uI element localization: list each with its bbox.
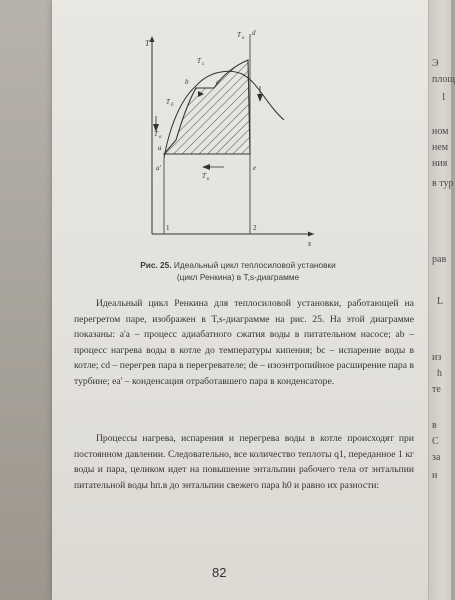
t-axis-arrow (150, 36, 155, 42)
ea-arrow (202, 164, 210, 170)
label-t-s: T (197, 57, 201, 65)
adjacent-text: н (432, 470, 438, 481)
ts-diagram (142, 24, 322, 256)
cycle-area (164, 60, 250, 154)
label-t-k-sub: к (207, 177, 210, 182)
s-axis-arrow (308, 232, 314, 237)
adjacent-text: 1 (441, 92, 446, 103)
adjacent-text: С (432, 436, 439, 447)
caption-line-2: (цикл Ренкина) в T,s-диаграмме (176, 272, 300, 282)
adjacent-text: Э (432, 58, 439, 69)
label-t-a-sub: a (159, 135, 162, 140)
label-d: d (252, 29, 256, 37)
body-text-2 (74, 431, 414, 493)
page-number: 82 (212, 565, 227, 580)
label-t-b: T (166, 98, 170, 106)
body-text-1 (74, 296, 414, 389)
paragraph-2: Процессы нагрева, испарения и перегрева воды в котле происходят при постоянном давлении. Следовательно, все количество теплоты q1, переданное 1 кг воды и пара, целиком идет на повышение энтальпии рабочего тела от энтальпии питательной воды hп.в до энтальпии свежего пара h0 и равно их разности: (74, 433, 414, 491)
label-t-b-sub: б (171, 103, 174, 108)
adjacent-text: площ (432, 74, 455, 85)
adjacent-text: L (437, 296, 444, 307)
adjacent-text: рав (432, 254, 447, 265)
figure-label: Рис. 25. (140, 260, 172, 270)
adjacent-text: h (437, 368, 442, 379)
adjacent-page (428, 0, 455, 600)
caption-line-1: Идеальный цикл теплосиловой установки (173, 260, 336, 270)
adjacent-text: ном (432, 126, 449, 137)
adjacent-text: в (432, 420, 437, 431)
adjacent-text: те (432, 384, 441, 395)
label-t-a: T (154, 130, 158, 138)
label-b: b (185, 78, 189, 86)
adjacent-text: ния (432, 158, 448, 169)
label-a: a (158, 144, 162, 152)
label-1: 1 (166, 224, 170, 232)
paragraph-1: Идеальный цикл Ренкина для теплосиловой установки, работающей на перегретом паре, изображен в T,s-диаграмме на рис. 25. На этой диаграмме показаны: a'a – процесс адиабатного сжатия воды в питательном насосе; ab – процесс нагрева воды в котле до температуры кипения; bc – испарение воды в котле; cd – перегрев пара в перегревателе; de – изоэнтропийное расширение пара в турбине; ea' – конденсация отработавшего пара в конденсаторе. (74, 298, 414, 387)
label-t-k: T (202, 172, 206, 180)
adjacent-text: нем (432, 142, 449, 153)
adjacent-text: в тур (432, 178, 454, 189)
adjacent-text: за (432, 452, 441, 463)
label-e: e (253, 164, 257, 172)
label-t-top: T (237, 31, 241, 39)
figure-caption (98, 259, 378, 283)
t-axis-label: T (145, 39, 150, 48)
label-2: 2 (253, 224, 257, 232)
label-a-prime: a' (156, 164, 161, 172)
adjacent-text: из (432, 352, 442, 363)
label-t-top-sub: п (242, 36, 245, 41)
label-c: c (216, 78, 220, 86)
s-axis-label: s (308, 239, 312, 248)
label-t-s-sub: s (202, 62, 204, 67)
